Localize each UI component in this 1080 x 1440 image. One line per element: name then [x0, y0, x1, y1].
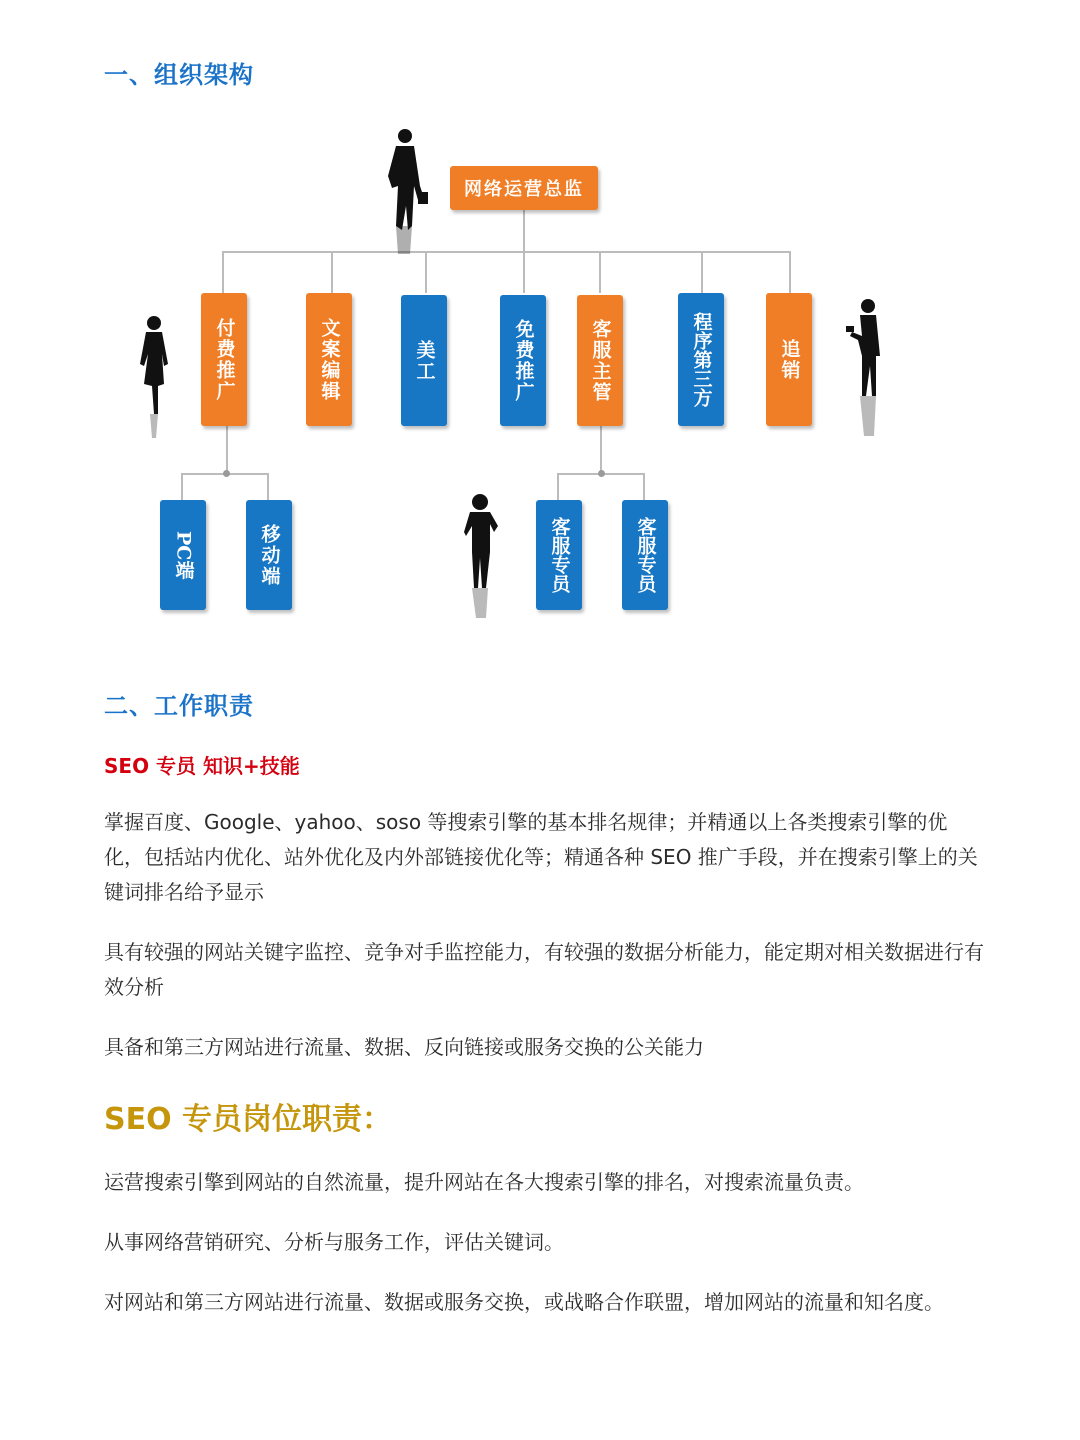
org-box-label: 客服专员 [548, 517, 571, 593]
org-box-label: PC端 [172, 530, 195, 580]
connector [222, 251, 790, 253]
org-box-label: 移动端 [258, 523, 281, 587]
org-box-mobile [246, 500, 292, 610]
org-chart [0, 110, 1080, 640]
duty-paragraph: 对网站和第三方网站进行流量、数据或服务交换，或战略合作联盟，增加网站的流量和知名度。 [104, 1290, 944, 1314]
org-box-design [401, 295, 447, 426]
connector [701, 251, 703, 293]
duty-paragraph: 运营搜索引擎到网站的自然流量，提升网站在各大搜索引擎的排名，对搜索流量负责。 [104, 1170, 864, 1194]
connector [557, 473, 559, 500]
skills-paragraph: 具有较强的网站关键字监控、竞争对手监控能力，有较强的数据分析能力，能定期对相关数据进行有效分析 [104, 940, 984, 999]
org-box-cs-specialist [622, 500, 668, 610]
woman-silhouette-icon [136, 314, 176, 444]
org-root-label: 网络运营总监 [464, 179, 584, 200]
seo-duties-title: SEO 专员岗位职责： [104, 1102, 393, 1137]
org-box-label: 客服专员 [634, 517, 657, 593]
section-title-org: 一、组织架构 [104, 61, 254, 89]
org-box-upsell [766, 293, 812, 426]
org-box-pc [160, 500, 206, 610]
connector-dot [223, 470, 230, 477]
seo-skills-subtitle: SEO 专员 知识+技能 [104, 754, 300, 778]
org-box-label: 客服主管 [589, 318, 612, 403]
connector [600, 426, 602, 474]
connector [599, 251, 601, 293]
connector [643, 473, 645, 500]
org-box-label: 追销 [778, 338, 801, 381]
org-box-programming [678, 293, 724, 426]
org-box-label: 免费推广 [512, 318, 535, 403]
org-box-copy-editing [306, 293, 352, 426]
woman-phone-silhouette-icon [460, 492, 504, 622]
businessman-silhouette-icon [378, 126, 434, 266]
man-reading-silhouette-icon [846, 296, 886, 446]
org-box-paid-promotion [201, 293, 247, 426]
org-root-box [450, 166, 598, 210]
org-box-cs-specialist [536, 500, 582, 610]
org-box-label: 文案编辑 [318, 317, 341, 402]
org-box-label: 美工 [413, 339, 436, 382]
connector [181, 473, 183, 500]
connector [523, 210, 525, 252]
connector [789, 251, 791, 293]
duty-paragraph: 从事网络营销研究、分析与服务工作，评估关键词。 [104, 1230, 564, 1254]
connector [331, 251, 333, 293]
connector-dot [598, 470, 605, 477]
skills-paragraph: 具备和第三方网站进行流量、数据、反向链接或服务交换的公关能力 [104, 1035, 704, 1059]
connector [226, 426, 228, 474]
org-box-free-promotion [500, 295, 546, 426]
connector [523, 251, 525, 293]
connector [222, 251, 224, 293]
skills-paragraph: 掌握百度、Google、yahoo、soso 等搜索引擎的基本排名规律；并精通以上各类搜索引擎的优化，包括站内优化、站外优化及内外部链接优化等；精通各种 SEO 推广手段，并在搜索引擎上的关键词排名给予显示 [104, 810, 978, 904]
section-title-duties: 二、工作职责 [104, 692, 254, 720]
org-box-label: 付费推广 [213, 317, 236, 402]
connector [267, 473, 269, 500]
org-box-label: 程序第三方 [690, 312, 713, 407]
org-box-cs-manager [577, 295, 623, 426]
